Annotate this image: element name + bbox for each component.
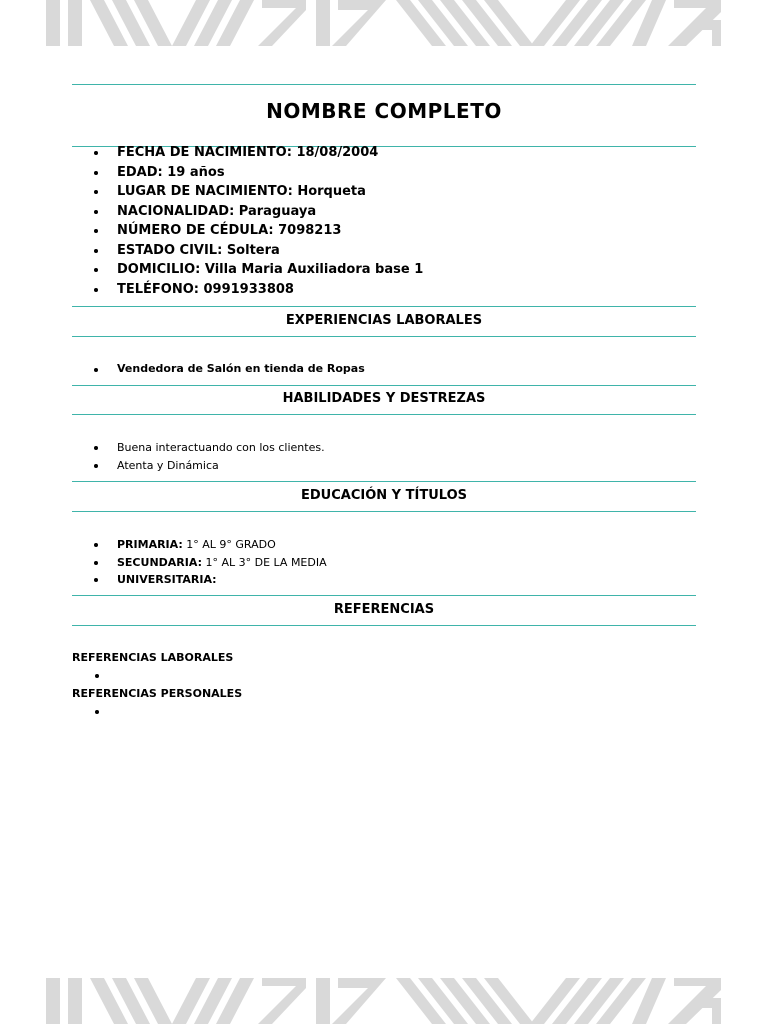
section-title-experience: EXPERIENCIAS LABORALES (285, 313, 483, 328)
personal-info-list (72, 143, 741, 299)
list-item-address: DOMICILIO: Villa Maria Auxiliadora base 1 (117, 260, 741, 280)
stripe-pattern-bottom (46, 978, 721, 1024)
divider-line (72, 306, 696, 307)
divider-line (72, 385, 696, 386)
list-item-phone: TELÉFONO: 0991933808 (117, 280, 741, 300)
divider-line (72, 481, 696, 482)
divider-line (72, 595, 696, 596)
education-level-label: PRIMARIA: (117, 538, 183, 551)
education-level-label: SECUNDARIA: (117, 555, 202, 569)
experience-list (72, 361, 741, 377)
skills-list (72, 439, 741, 475)
list-item-birthdate: FECHA DE NACIMIENTO: 18/08/2004 (117, 143, 741, 163)
list-item-marital-status: ESTADO CIVIL: Soltera (117, 241, 741, 261)
list-item: Atenta y Dinámica (117, 457, 741, 475)
page-title: NOMBRE COMPLETO (266, 99, 502, 123)
section-title-skills: HABILIDADES Y DESTREZAS (282, 391, 486, 406)
list-item: Buena interactuando con los clientes. (117, 439, 741, 457)
list-item-age: EDAD: 19 años (117, 163, 741, 183)
education-level-value: 1° AL 9° GRADO (182, 538, 276, 551)
top-decorative-band (46, 0, 721, 46)
work-references-label: REFERENCIAS LABORALES (72, 651, 234, 664)
list-item-secondary (117, 554, 741, 572)
education-level-value: 1° AL 3° DE LA MEDIA (201, 555, 327, 569)
divider-line (72, 511, 696, 512)
list-item-birthplace: LUGAR DE NACIMIENTO: Horqueta (117, 182, 741, 202)
list-item-primary (117, 536, 741, 554)
personal-references-label: REFERENCIAS PERSONALES (72, 687, 243, 700)
divider-line (72, 336, 696, 337)
section-title-references: REFERENCIAS (333, 602, 435, 617)
education-level-label: UNIVERSITARIA: (117, 573, 217, 586)
list-item-id-number: NÚMERO DE CÉDULA: 7098213 (117, 221, 741, 241)
divider-line (72, 84, 696, 85)
list-item-university (117, 571, 741, 589)
work-references-bullet (95, 674, 99, 678)
bottom-decorative-band (46, 978, 721, 1024)
education-list (72, 536, 741, 589)
personal-references-bullet (95, 710, 99, 714)
stripe-pattern-top (46, 0, 721, 46)
list-item-nationality: NACIONALIDAD: Paraguaya (117, 202, 741, 222)
divider-line (72, 625, 696, 626)
list-item: Vendedora de Salón en tienda de Ropas (117, 361, 741, 377)
divider-line (72, 414, 696, 415)
section-title-education: EDUCACIÓN Y TÍTULOS (301, 488, 467, 503)
